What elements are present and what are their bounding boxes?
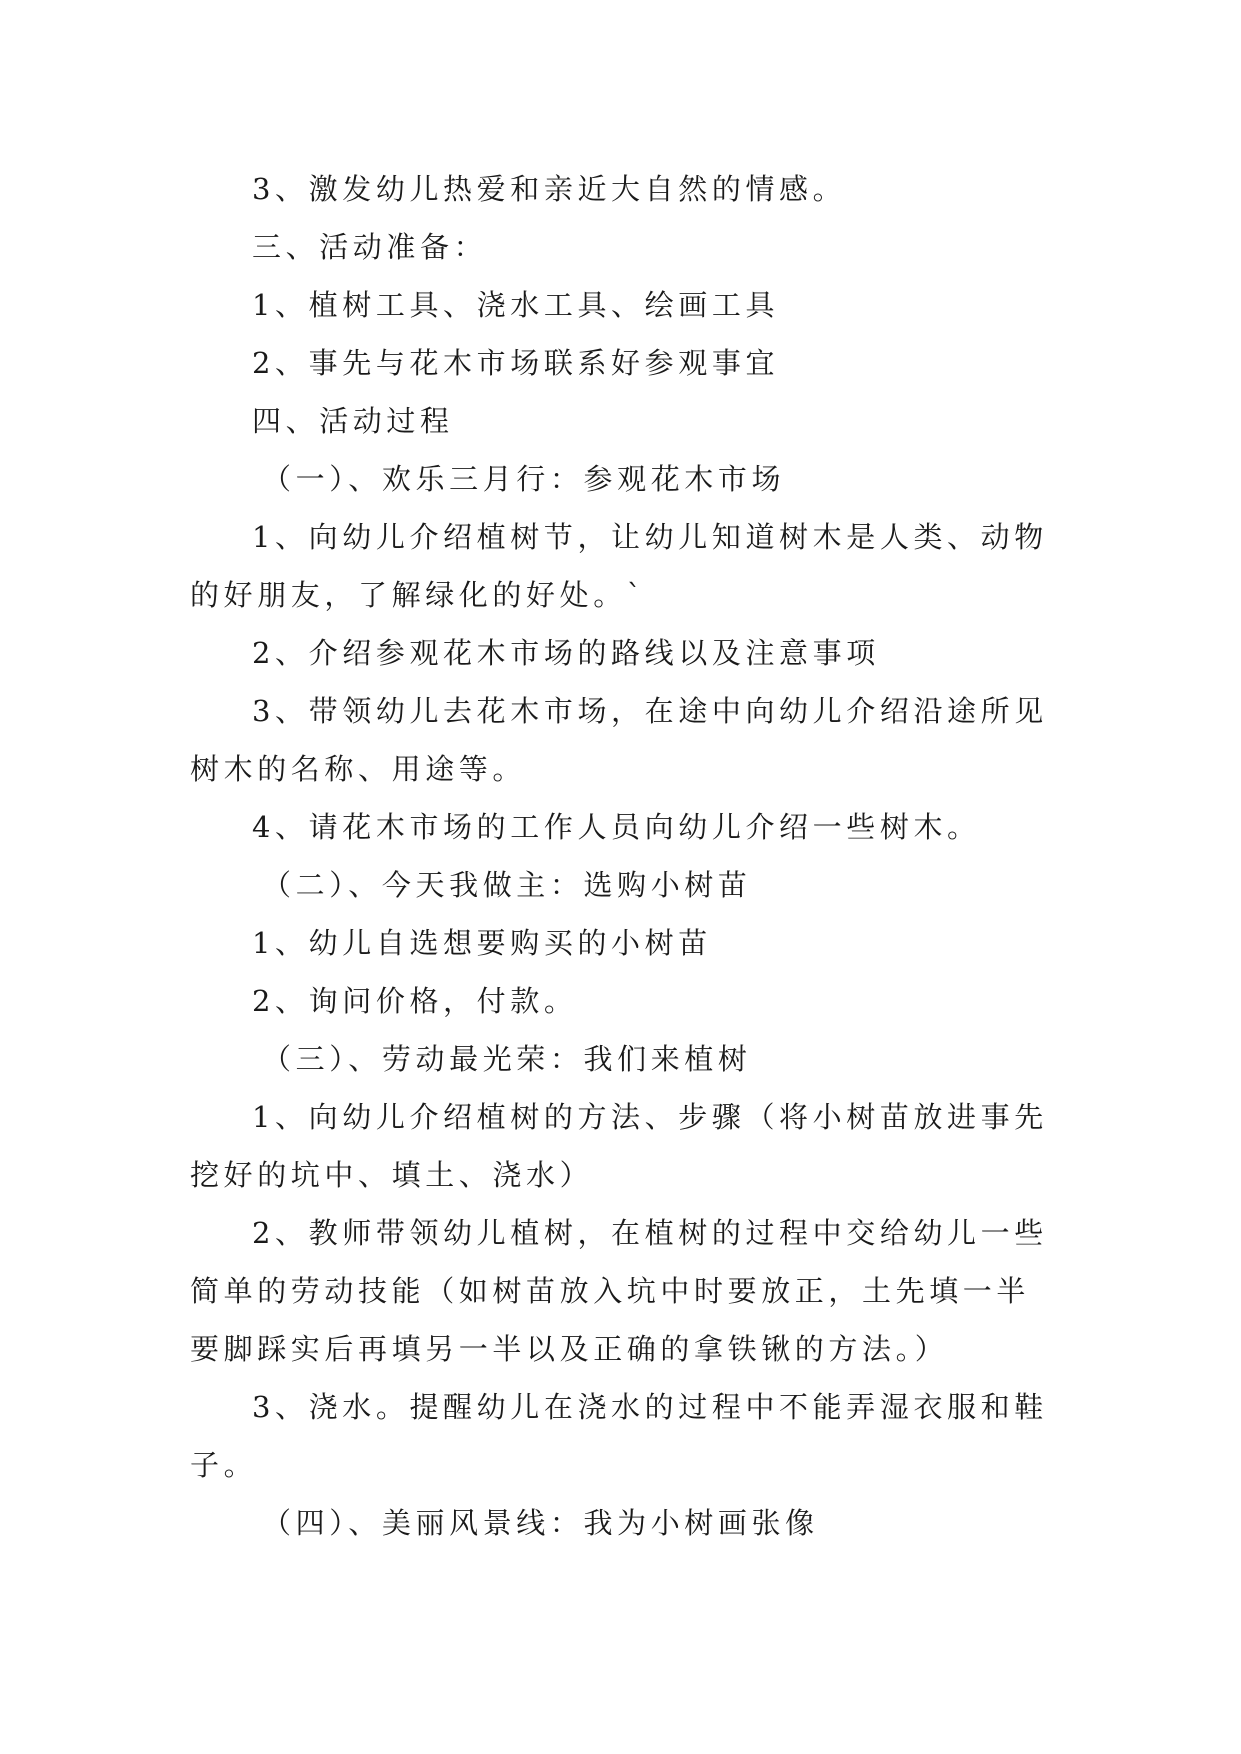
paragraph: 2、教师带领幼儿植树，在植树的过程中交给幼儿一些简单的劳动技能（如树苗放入坑中时要放正，土先填一半要脚踩实后再填另一半以及正确的拿铁锹的方法。） — [190, 1216, 1048, 1366]
paragraph: 3、激发幼儿热爱和亲近大自然的情感。 — [252, 172, 847, 206]
section-heading: 四、活动过程 — [252, 404, 454, 438]
subsection-heading: （三）、劳动最光荣：我们来植树 — [262, 1042, 752, 1076]
paragraph: 1、幼儿自选想要购买的小树苗 — [252, 926, 712, 960]
subsection-heading: （一）、欢乐三月行：参观花木市场 — [262, 462, 786, 496]
document-body — [190, 160, 1050, 1552]
paragraph: 1、植树工具、浇水工具、绘画工具 — [252, 288, 780, 322]
paragraph: 2、询问价格，付款。 — [252, 984, 578, 1018]
paragraph: 1、向幼儿介绍植树节，让幼儿知道树木是人类、动物的好朋友，了解绿化的好处。` — [190, 520, 1048, 612]
paragraph: 3、带领幼儿去花木市场，在途中向幼儿介绍沿途所见树木的名称、用途等。 — [190, 694, 1048, 786]
paragraph: 2、事先与花木市场联系好参观事宜 — [252, 346, 780, 380]
paragraph: 1、向幼儿介绍植树的方法、步骤（将小树苗放进事先挖好的坑中、填土、浇水） — [190, 1100, 1048, 1192]
section-heading: 三、活动准备： — [252, 230, 488, 264]
paragraph: 2、介绍参观花木市场的路线以及注意事项 — [252, 636, 880, 670]
subsection-heading: （二）、今天我做主：选购小树苗 — [262, 868, 752, 902]
paragraph: 3、浇水。提醒幼儿在浇水的过程中不能弄湿衣服和鞋子。 — [190, 1390, 1048, 1482]
paragraph: 4、请花木市场的工作人员向幼儿介绍一些树木。 — [252, 810, 981, 844]
subsection-heading: （四）、美丽风景线：我为小树画张像 — [262, 1506, 819, 1540]
